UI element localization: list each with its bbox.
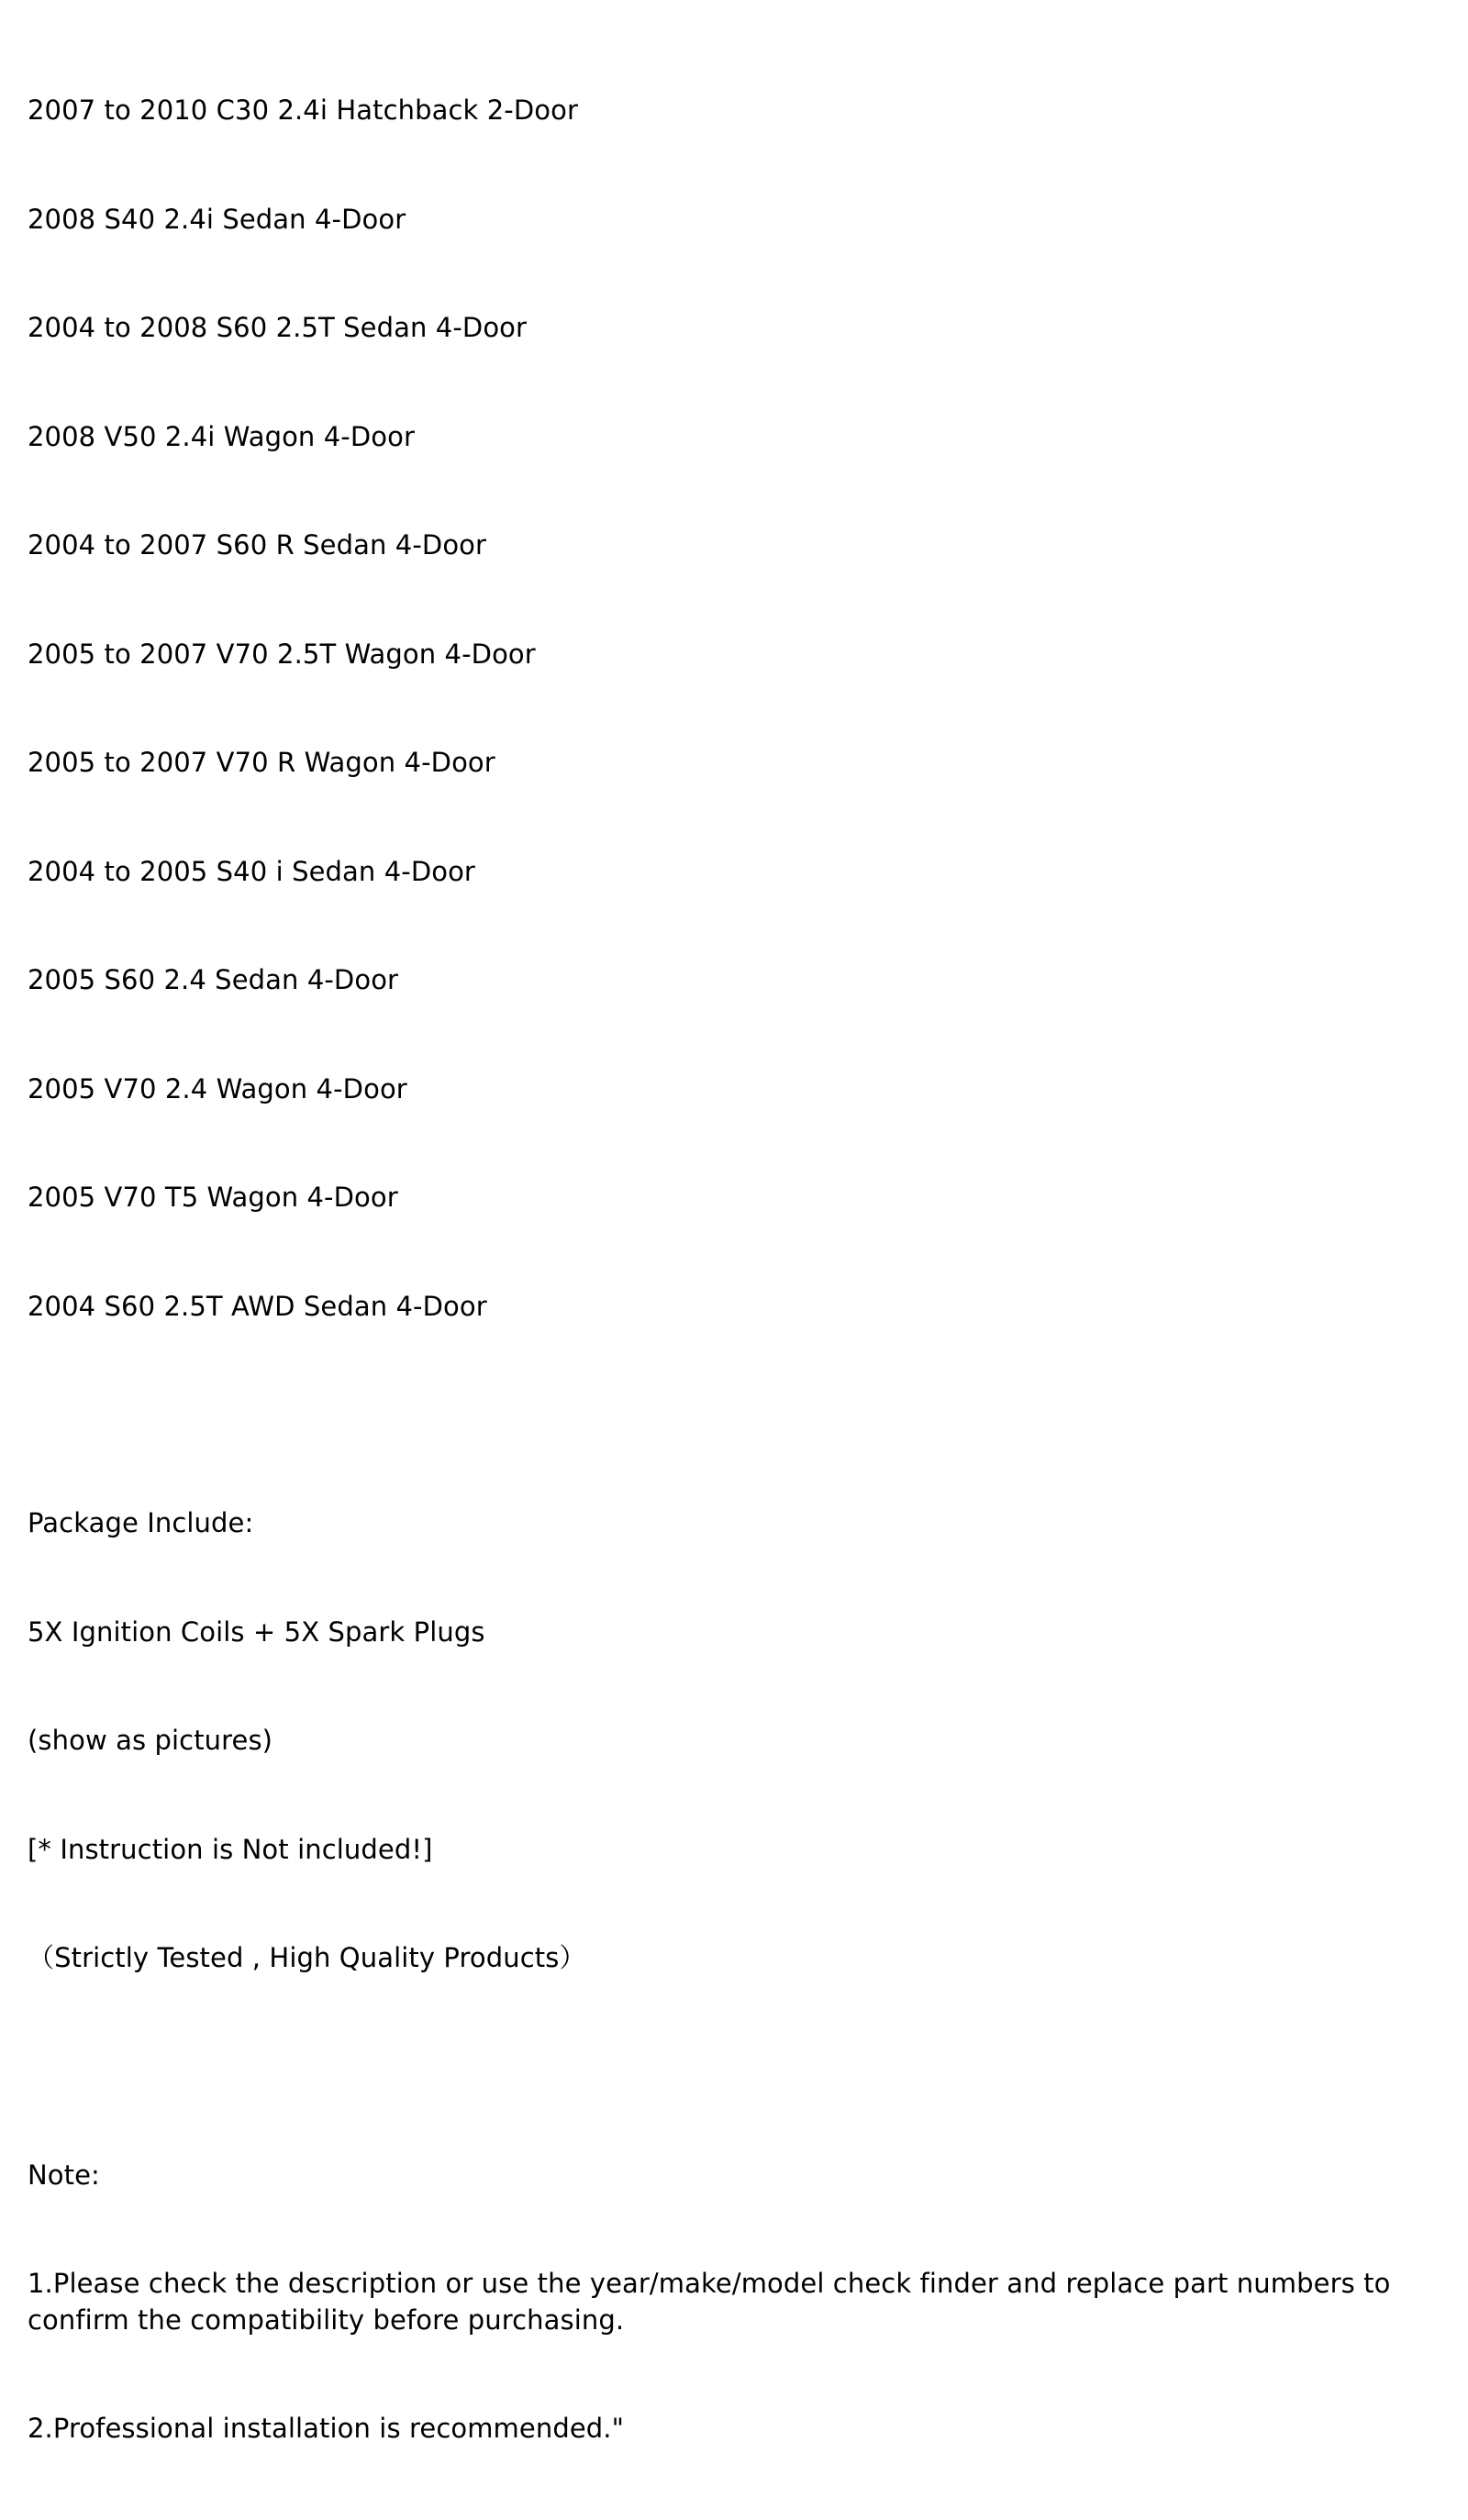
list-item: 2005 to 2007 V70 R Wagon 4-Door	[28, 747, 495, 778]
section-divider	[28, 2049, 1440, 2085]
list-item: 2005 S60 2.4 Sedan 4-Door	[28, 964, 399, 995]
package-section	[28, 1433, 1440, 2049]
list-item: 2005 V70 2.4 Wagon 4-Door	[28, 1072, 407, 1105]
package-line: (show as pictures)	[28, 1725, 273, 1756]
list-item: 2004 S60 2.5T AWD Sedan 4-Door	[28, 1290, 487, 1322]
note-section	[28, 2085, 1440, 2520]
list-item: 2008 S40 2.4i Sedan 4-Door	[28, 203, 406, 235]
package-heading: Package Include:	[28, 1507, 254, 1538]
list-item: 2008 V50 2.4i Wagon 4-Door	[28, 420, 415, 452]
list-item: 2005 to 2007 V70 2.5T Wagon 4-Door	[28, 638, 536, 670]
note-heading: Note:	[28, 2159, 100, 2191]
fitment-list	[28, 20, 1440, 1397]
package-line: 5X Ignition Coils + 5X Spark Plugs	[28, 1615, 485, 1648]
package-line: [* Instruction is Not included!]	[28, 1833, 433, 1865]
section-divider	[28, 1397, 1440, 1433]
list-item: 2007 to 2010 C30 2.4i Hatchback 2-Door	[28, 94, 578, 126]
note-line: 2.Professional installation is recommended."	[28, 2413, 625, 2444]
list-item: 2005 V70 T5 Wagon 4-Door	[28, 1182, 398, 1213]
package-line: （Strictly Tested , High Quality Products）	[28, 1942, 586, 1973]
list-item: 2004 to 2007 S60 R Sedan 4-Door	[28, 529, 487, 561]
note-line: 1.Please check the description or use the year/make/model check finder and replace part numbers to confirm the compatibility before purchasing.	[28, 2268, 1399, 2336]
list-item: 2004 to 2005 S40 i Sedan 4-Door	[28, 855, 475, 887]
list-item: 2004 to 2008 S60 2.5T Sedan 4-Door	[28, 312, 528, 343]
